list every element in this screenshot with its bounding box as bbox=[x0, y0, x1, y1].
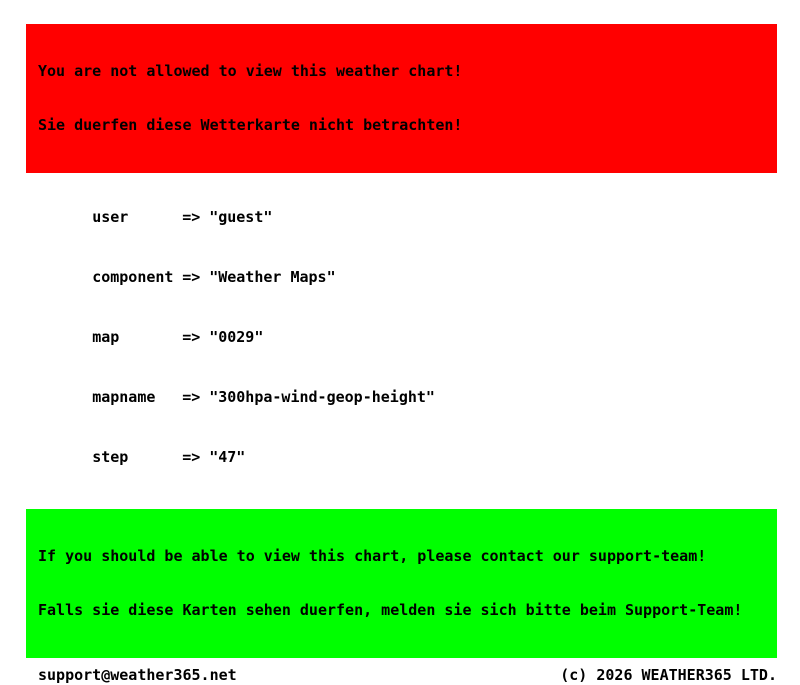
detail-value-user: "guest" bbox=[209, 208, 273, 226]
access-denied-line-en: You are not allowed to view this weather chart! bbox=[38, 62, 463, 80]
access-denied-banner bbox=[26, 24, 777, 173]
footer bbox=[26, 665, 777, 685]
support-line-en: If you should be able to view this chart, please contact our support-team! bbox=[38, 547, 707, 565]
detail-key-user: user bbox=[92, 208, 129, 226]
detail-arrow: => bbox=[182, 268, 201, 286]
copyright: (c) 2026 WEATHER365 LTD. bbox=[560, 666, 777, 684]
detail-arrow: => bbox=[182, 448, 201, 466]
detail-row-map bbox=[38, 307, 777, 367]
error-page bbox=[26, 24, 777, 685]
detail-key-map: map bbox=[92, 328, 120, 346]
detail-row-mapname bbox=[38, 367, 777, 427]
detail-arrow: => bbox=[182, 208, 201, 226]
detail-key-step: step bbox=[92, 448, 129, 466]
support-line-de: Falls sie diese Karten sehen duerfen, melden sie sich bitte beim Support-Team! bbox=[38, 601, 743, 619]
detail-value-map: "0029" bbox=[209, 328, 264, 346]
support-email: support@weather365.net bbox=[38, 666, 237, 684]
detail-key-component: component bbox=[92, 268, 174, 286]
detail-value-step: "47" bbox=[209, 448, 246, 466]
detail-row-component bbox=[38, 247, 777, 307]
detail-value-component: "Weather Maps" bbox=[209, 268, 336, 286]
detail-row-step bbox=[38, 427, 777, 487]
detail-key-mapname: mapname bbox=[92, 388, 156, 406]
detail-arrow: => bbox=[182, 388, 201, 406]
support-banner bbox=[26, 509, 777, 658]
detail-arrow: => bbox=[182, 328, 201, 346]
detail-value-mapname: "300hpa-wind-geop-height" bbox=[209, 388, 435, 406]
access-denied-line-de: Sie duerfen diese Wetterkarte nicht betrachten! bbox=[38, 116, 463, 134]
request-details bbox=[38, 187, 777, 487]
detail-row-user bbox=[38, 187, 777, 247]
